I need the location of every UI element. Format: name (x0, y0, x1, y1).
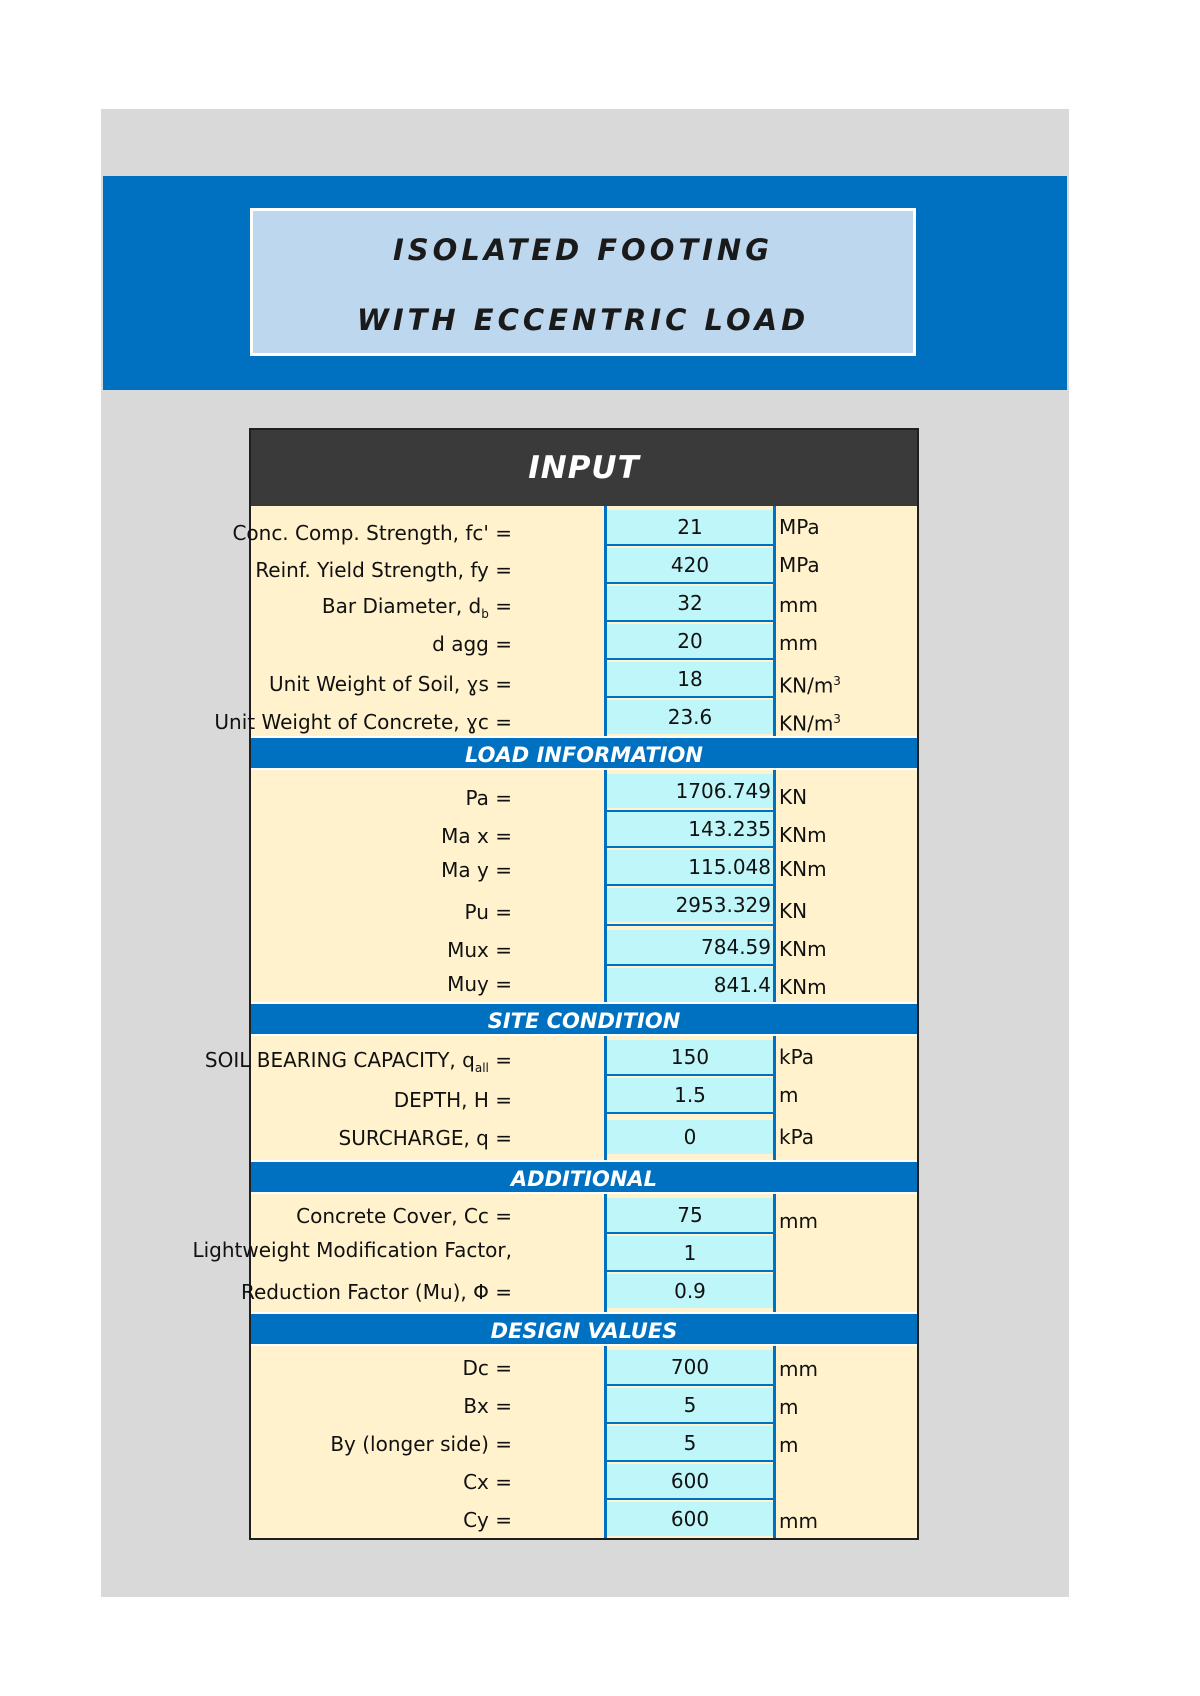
load-unit-pa: KN (779, 785, 808, 809)
add-label-lightweight: Lightweight Modification Factor, (192, 1238, 512, 1262)
design-value-by[interactable]: 5 (607, 1426, 773, 1460)
cell-divider (607, 1422, 773, 1424)
section-additional: ADDITIONAL (251, 1160, 917, 1194)
site-value-depth[interactable]: 1.5 (607, 1078, 773, 1112)
input-label-db (322, 588, 512, 624)
cell-divider (607, 846, 773, 848)
design-unit-cy: mm (779, 1509, 818, 1533)
load-unit-pu: KN (779, 899, 808, 923)
cell-divider (607, 582, 773, 584)
site-label-surcharge: SURCHARGE, q = (338, 1126, 512, 1150)
input-label-dagg: d agg = (432, 632, 512, 656)
load-label-mux: Mux = (447, 938, 512, 962)
input-unit-dagg: mm (779, 631, 818, 655)
cell-divider (607, 1384, 773, 1386)
input-label-db-sub: b (481, 607, 489, 621)
add-label-phi: Reduction Factor (Mu), Φ = (240, 1280, 512, 1304)
design-label-cy: Cy = (463, 1508, 512, 1532)
title-line-1: ISOLATED FOOTING (393, 233, 773, 267)
cell-divider (607, 884, 773, 886)
cell-divider (607, 924, 773, 926)
cell-divider (607, 658, 773, 660)
add-value-cover[interactable]: 75 (607, 1198, 773, 1232)
cell-divider (607, 1460, 773, 1462)
input-unit-fy: MPa (779, 553, 820, 577)
site-value-surcharge[interactable]: 0 (607, 1120, 773, 1154)
input-value-fc[interactable]: 21 (607, 510, 773, 544)
input-value-db[interactable]: 32 (607, 586, 773, 620)
load-unit-may: KNm (779, 857, 827, 881)
input-value-gamma-soil[interactable]: 18 (607, 662, 773, 696)
unit-text: KN/m (779, 711, 834, 736)
input-label-gamma-soil: Unit Weight of Soil, ɣs = (269, 672, 512, 696)
site-label-qall-text: SOIL BEARING CAPACITY, q (204, 1048, 475, 1072)
design-label-by: By (longer side) = (330, 1432, 512, 1456)
cell-divider (607, 1232, 773, 1234)
input-unit-fc: MPa (779, 515, 820, 539)
section-design-values: DESIGN VALUES (251, 1312, 917, 1346)
load-value-pa[interactable]: 1706.749 (607, 774, 773, 808)
site-unit-qall: kPa (779, 1045, 814, 1069)
cell-divider (607, 544, 773, 546)
site-unit-depth: m (779, 1083, 799, 1107)
load-label-may: Ma y = (441, 858, 512, 882)
cell-divider (607, 1498, 773, 1500)
input-table (192, 428, 919, 1540)
add-label-cover: Concrete Cover, Cc = (296, 1204, 512, 1228)
site-label-qall-end: = (488, 1048, 512, 1072)
input-value-dagg[interactable]: 20 (607, 624, 773, 658)
load-label-muy: Muy = (447, 972, 512, 996)
cell-divider (607, 1270, 773, 1272)
design-label-bx: Bx = (463, 1394, 512, 1418)
site-label-depth: DEPTH, H = (393, 1088, 512, 1112)
design-value-bx[interactable]: 5 (607, 1388, 773, 1422)
add-value-phi[interactable]: 0.9 (607, 1274, 773, 1308)
load-unit-mux: KNm (779, 937, 827, 961)
load-label-pa: Pa = (465, 786, 512, 810)
input-value-gamma-conc[interactable]: 23.6 (607, 700, 773, 734)
site-label-qall-sub: all (474, 1061, 489, 1075)
input-label-gamma-conc: Unit Weight of Concrete, ɣc = (214, 710, 512, 734)
load-value-mux[interactable]: 784.59 (607, 930, 773, 964)
input-label-fc: Conc. Comp. Strength, fc' = (232, 521, 512, 545)
load-label-max: Ma x = (441, 824, 512, 848)
cell-divider (607, 620, 773, 622)
design-label-dc: Dc = (462, 1356, 512, 1380)
load-unit-muy: KNm (779, 975, 827, 999)
design-label-cx: Cx = (463, 1470, 512, 1494)
design-value-cy[interactable]: 600 (607, 1502, 773, 1536)
design-value-dc[interactable]: 700 (607, 1350, 773, 1384)
unit-sup: 3 (833, 712, 841, 726)
input-value-fy[interactable]: 420 (607, 548, 773, 582)
site-value-qall[interactable]: 150 (607, 1040, 773, 1074)
cell-divider (607, 696, 773, 698)
input-label-db-text: Bar Diameter, d (321, 594, 482, 618)
load-label-pu: Pu = (464, 900, 512, 924)
design-value-cx[interactable]: 600 (607, 1464, 773, 1498)
add-unit-cover: mm (779, 1209, 818, 1233)
cell-divider (607, 1112, 773, 1114)
load-value-pu[interactable]: 2953.329 (607, 888, 773, 922)
cell-divider (607, 1074, 773, 1076)
site-label-qall (205, 1042, 512, 1078)
input-label-db-end: = (488, 594, 512, 618)
section-load-information: LOAD INFORMATION (251, 736, 917, 770)
design-unit-dc: mm (779, 1357, 818, 1381)
input-label-fy: Reinf. Yield Strength, fy = (255, 558, 512, 582)
section-site-condition: SITE CONDITION (251, 1002, 917, 1036)
load-value-muy[interactable]: 841.4 (607, 968, 773, 1002)
input-unit-gamma-soil (779, 664, 841, 698)
load-value-may[interactable]: 115.048 (607, 850, 773, 884)
site-unit-surcharge: kPa (779, 1125, 814, 1149)
input-unit-gamma-conc (779, 702, 841, 736)
load-unit-max: KNm (779, 823, 827, 847)
design-unit-by: m (779, 1433, 799, 1457)
unit-sup: 3 (833, 674, 841, 688)
load-value-max[interactable]: 143.235 (607, 812, 773, 846)
add-value-lightweight[interactable]: 1 (607, 1236, 773, 1270)
title-line-2: WITH ECCENTRIC LOAD (356, 303, 810, 337)
design-unit-bx: m (779, 1395, 799, 1419)
input-unit-db: mm (779, 593, 818, 617)
unit-text: KN/m (779, 673, 834, 698)
input-heading: INPUT (251, 430, 917, 506)
title-box (250, 208, 916, 356)
cell-divider (607, 964, 773, 966)
